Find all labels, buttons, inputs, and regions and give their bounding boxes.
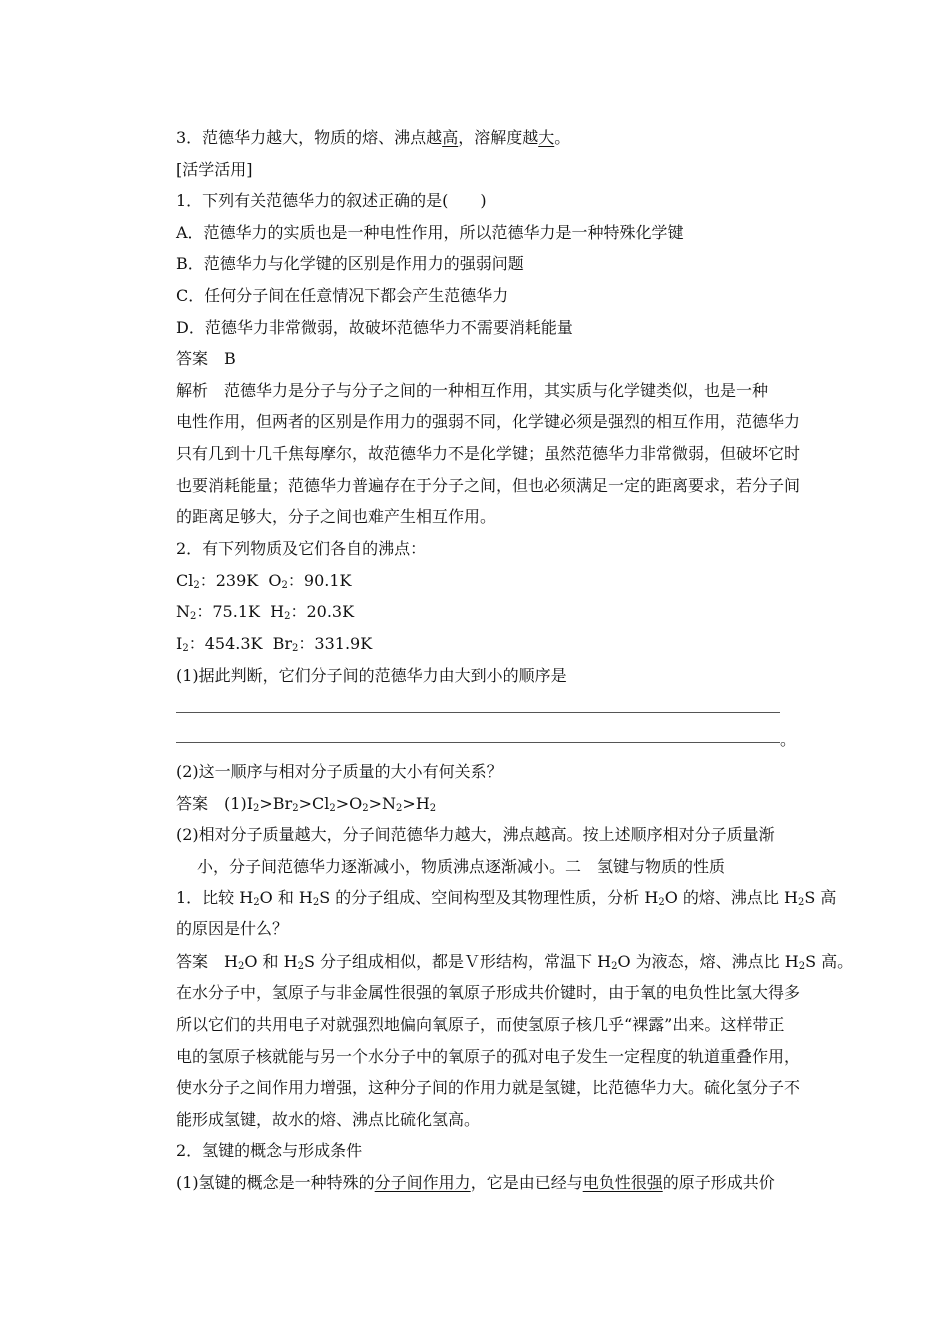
text: ，溶解度越	[458, 128, 539, 147]
underlined-answer: 大	[538, 128, 555, 147]
q2-answer-2-line-2: 小，分子间范德华力逐渐减小，物质沸点逐渐减小。二 氢键与物质的性质	[197, 857, 726, 876]
order-item: Cl	[311, 794, 330, 813]
text: S 分子组成相似，都是Ｖ形结构，常温下 H	[303, 952, 612, 971]
text: ，它是由已经与	[470, 1173, 583, 1192]
boiling-point: ：75.1K	[196, 602, 260, 621]
text: 1．比较 H	[176, 888, 254, 907]
answer-blank-line	[176, 712, 780, 713]
order-item: N	[382, 794, 397, 813]
boiling-point: ：90.1K	[287, 571, 352, 590]
text: S 高。	[805, 952, 854, 971]
subscript: 2	[253, 803, 260, 814]
text: S 的分子组成、空间构型及其物理性质，分析 H	[319, 888, 659, 907]
subscript: 2	[292, 803, 299, 814]
s2-q1-line-2: 的原因是什么？	[176, 919, 289, 938]
q1-option-d: D．范德华力非常微弱，故破坏范德华力不需要消耗能量	[176, 318, 573, 337]
text: O 和 H	[259, 888, 313, 907]
subscript: 2	[182, 643, 189, 654]
answer-label: 答案	[176, 794, 209, 813]
q1-option-c: C．任何分子间在任意情况下都会产生范德华力	[176, 286, 509, 305]
text: O 为液态，熔、沸点比 H	[617, 952, 799, 971]
answer-value: B	[224, 349, 236, 368]
q1-analysis-line: 只有几到十几千焦每摩尔，故范德华力不是化学键；虽然范德华力非常微弱，但破坏它时	[176, 444, 801, 463]
text: (1)氢键的概念是一种特殊的	[176, 1173, 375, 1192]
boiling-point: ：454.3K	[188, 634, 263, 653]
order-item: O	[349, 794, 363, 813]
answer-label: 答案	[176, 349, 209, 368]
q2-sub-question-2: (2)这一顺序与相对分子质量的大小有何关系？	[176, 762, 503, 781]
blank-end-period: 。	[780, 730, 797, 749]
q1-analysis-line: 的距离足够大，分子之间也难产生相互作用。	[176, 507, 497, 526]
s2-q1-answer-line-1	[176, 951, 853, 973]
subscript: 2	[190, 611, 197, 622]
formula: Cl	[176, 571, 194, 590]
subscript: 2	[396, 803, 403, 814]
subscript: 2	[297, 961, 304, 972]
text: 答案 H	[176, 952, 238, 971]
separator: >	[259, 794, 273, 813]
text: (1)	[224, 794, 247, 813]
answer-blank-line	[176, 742, 780, 743]
text: O 和 H	[244, 952, 298, 971]
formula: H	[270, 602, 285, 621]
underlined-answer: 电负性很强	[582, 1173, 663, 1192]
separator: >	[335, 794, 350, 813]
q1-option-a: A．范德华力的实质也是一种电性作用，所以范德华力是一种特殊化学键	[176, 223, 684, 242]
q2-data-row-2	[176, 601, 354, 623]
subscript: 2	[429, 803, 437, 814]
s2-q1-answer-line: 使水分子之间作用力增强，这种分子间的作用力就是氢键，比范德华力大。硫化氢分子不	[176, 1078, 801, 1097]
q1-analysis-line: 解析 范德华力是分子与分子之间的一种相互作用，其实质与化学键类似，也是一种	[176, 381, 769, 400]
subscript: 2	[798, 961, 806, 972]
q1-analysis-line: 也要消耗能量；范德华力普遍存在于分子之间，但也必须满足一定的距离要求，若分子间	[176, 476, 801, 495]
subscript: 2	[237, 961, 245, 972]
subscript: 2	[284, 611, 291, 622]
s2-q1-answer-line: 电的氢原子核就能与另一个水分子中的氧原子的孤对电子发生一定程度的轨道重叠作用，	[176, 1047, 801, 1066]
boiling-point: ：20.3K	[290, 602, 355, 621]
subscript: 2	[292, 643, 299, 654]
formula: I	[176, 634, 183, 653]
subscript: 2	[281, 580, 288, 591]
subscript: 2	[362, 803, 369, 814]
q1-option-b: B．范德华力与化学键的区别是作用力的强弱问题	[176, 254, 524, 273]
s2-q2-title: 2．氢键的概念与形成条件	[176, 1141, 363, 1160]
s2-q2-line-1	[176, 1172, 775, 1194]
q2-stem: 2．有下列物质及它们各自的沸点：	[176, 539, 427, 558]
subscript: 2	[329, 803, 336, 814]
s2-q1-answer-line: 所以它们的共用电子对就强烈地偏向氧原子，而使氢原子核几乎“裸露”出来。这样带正	[176, 1015, 785, 1034]
q2-data-row-3	[176, 633, 372, 655]
formula: O	[268, 571, 282, 590]
separator: >	[368, 794, 383, 813]
subscript: 2	[797, 897, 805, 908]
s2-q1-answer-line: 能形成氢键，故水的熔、沸点比硫化氢高。	[176, 1110, 481, 1129]
text: 3．范德华力越大，物质的熔、沸点越	[176, 128, 443, 147]
order-item: H	[415, 794, 430, 813]
text: 。	[554, 128, 571, 147]
text: S 高	[804, 888, 837, 907]
subscript: 2	[253, 897, 260, 908]
q1-answer	[176, 348, 236, 370]
underlined-answer: 高	[442, 128, 459, 147]
q2-answer-1	[176, 793, 436, 815]
subscript: 2	[611, 961, 618, 972]
s2-q1-line-1	[176, 887, 836, 909]
text: 的原子形成共价	[662, 1173, 775, 1192]
order-item: I	[246, 794, 254, 813]
underlined-answer: 分子间作用力	[374, 1173, 471, 1192]
subscript: 2	[658, 897, 665, 908]
boiling-point: ：331.9K	[298, 634, 373, 653]
text: O 的熔、沸点比 H	[664, 888, 798, 907]
s2-q1-answer-line: 在水分子中，氢原子与非金属性很强的氧原子形成共价键时，由于氧的电负性比氢大得多	[176, 983, 801, 1002]
subscript: 2	[193, 580, 200, 591]
q1-stem: 1．下列有关范德华力的叙述正确的是( )	[176, 191, 487, 210]
subscript: 2	[312, 897, 320, 908]
q2-data-row-1	[176, 570, 352, 592]
boiling-point: ：239K	[199, 571, 259, 590]
separator: >	[402, 794, 416, 813]
formula: N	[176, 602, 190, 621]
separator: >	[298, 794, 312, 813]
formula: Br	[272, 634, 293, 653]
statement-item-3	[176, 127, 570, 149]
q1-analysis-line: 电性作用，但两者的区别是作用力的强弱不同，化学键必须是强烈的相互作用，范德华力	[176, 412, 801, 431]
order-item: Br	[272, 794, 293, 813]
q2-sub-question-1: (1)据此判断，它们分子间的范德华力由大到小的顺序是	[176, 666, 567, 685]
q2-answer-2-line-1: (2)相对分子质量越大，分子间范德华力越大，沸点越高。按上述顺序相对分子质量渐	[176, 825, 775, 844]
practice-heading: [活学活用]	[176, 160, 253, 179]
